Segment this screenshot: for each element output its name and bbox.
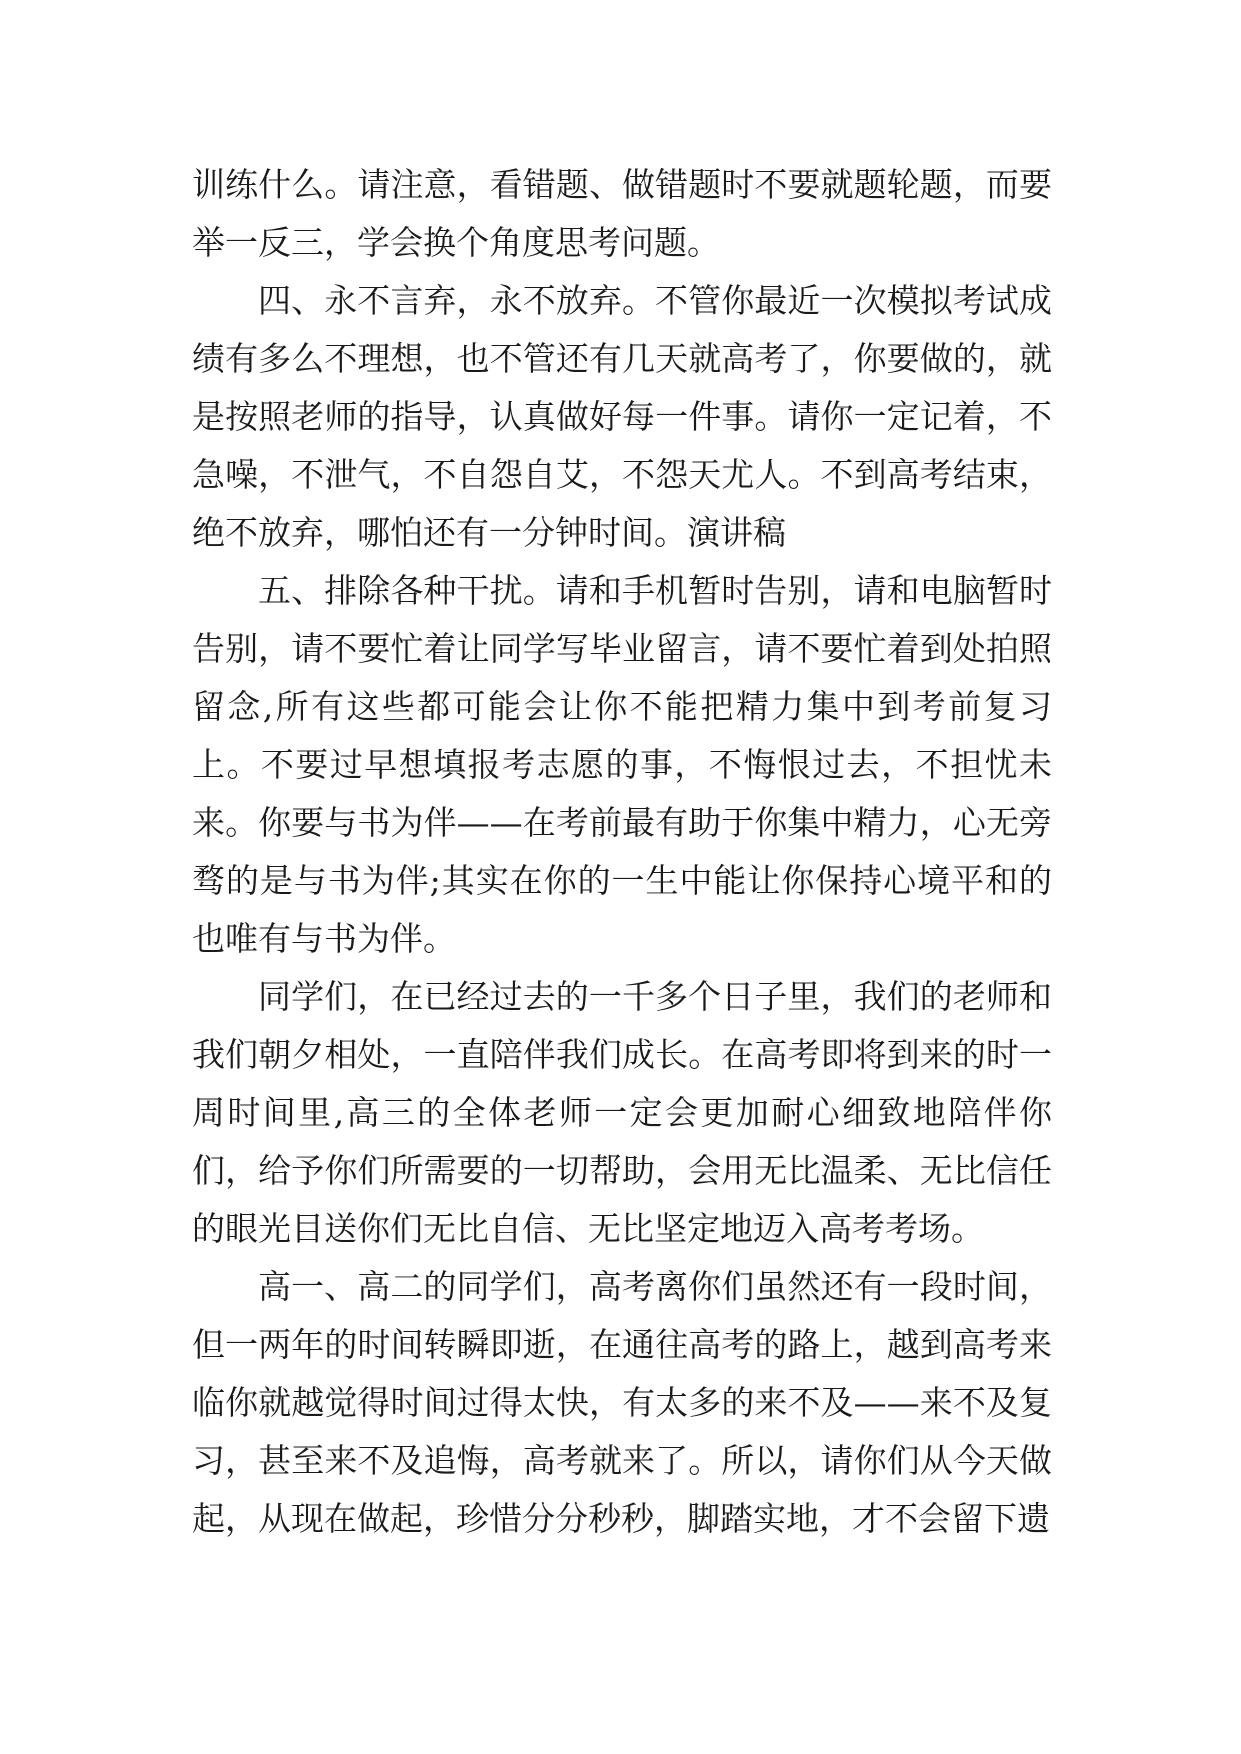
- document-body: [192, 156, 1052, 1548]
- paragraph-continuation: 训练什么。请注意，看错题、做错题时不要就题轮题，而要举一反三，学会换个角度思考问题。: [192, 165, 1052, 262]
- paragraph-never-give-up: 四、永不言弃，永不放弃。不管你最近一次模拟考试成绩有多么不理想，也不管还有几天就高考了，你要做的，就是按照老师的指导，认真做好每一件事。请你一定记着，不急噪，不泄气，不自怨自艾，不怨天尤人。不到高考结束，绝不放弃，哪怕还有一分钟时间。演讲稿: [192, 281, 1052, 552]
- paragraph-grade-one-two: 高一、高二的同学们，高考离你们虽然还有一段时间，但一两年的时间转瞬即逝，在通往高考的路上，越到高考来临你就越觉得时间过得太快，有太多的来不及——来不及复习，甚至来不及追悔，高考就来了。所以，请你们从今天做起，从现在做起，珍惜分分秒秒，脚踏实地，才不会留下遗: [192, 1267, 1052, 1538]
- paragraph-eliminate-distractions: 五、排除各种干扰。请和手机暂时告别，请和电脑暂时告别，请不要忙着让同学写毕业留言，请不要忙着到处拍照留念,所有这些都可能会让你不能把精力集中到考前复习上。不要过早想填报考志愿的事，不悔恨过去，不担忧未来。你要与书为伴——在考前最有助于你集中精力，心无旁骛的是与书为伴;其实在你的一生中能让你保持心境平和的也唯有与书为伴。: [192, 571, 1052, 958]
- paragraph-classmates-teachers: 同学们，在已经过去的一千多个日子里，我们的老师和我们朝夕相处，一直陪伴我们成长。在高考即将到来的时一周时间里,高三的全体老师一定会更加耐心细致地陪伴你们，给予你们所需要的一切帮助，会用无比温柔、无比信任的眼光目送你们无比自信、无比坚定地迈入高考考场。: [192, 977, 1052, 1248]
